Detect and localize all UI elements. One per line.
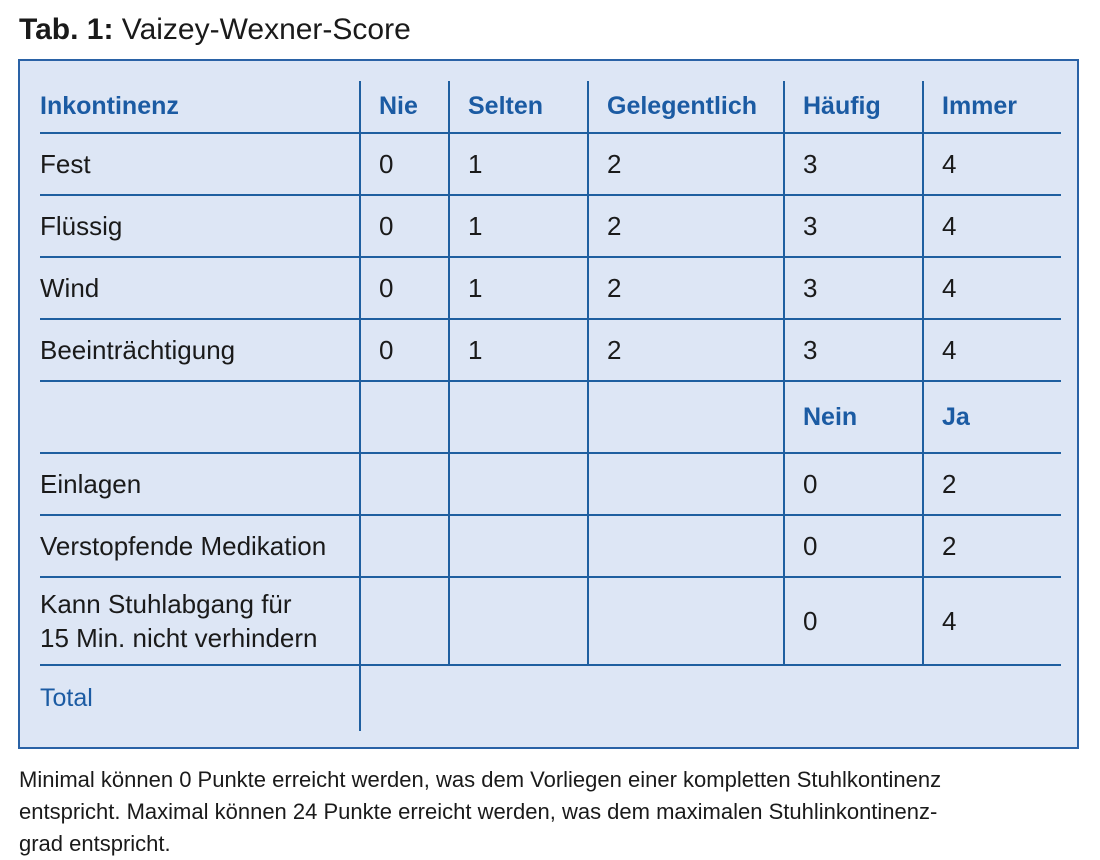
- total-row: [40, 665, 1061, 731]
- empty-cell: [449, 515, 588, 577]
- cell-value: 1: [449, 319, 588, 381]
- cell-value: 2: [588, 257, 784, 319]
- header-inkontinenz: Inkontinenz: [40, 81, 360, 133]
- table-row: [40, 515, 1061, 577]
- cell-value: 0: [360, 319, 449, 381]
- cell-value: 4: [923, 133, 1061, 195]
- subheader-row: [40, 381, 1061, 453]
- row-label-line1: Kann Stuhlabgang für: [40, 589, 292, 619]
- cell-value: 2: [588, 133, 784, 195]
- header-haeufig: Häufig: [784, 81, 923, 133]
- cell-value: 1: [449, 133, 588, 195]
- empty-cell: [40, 381, 360, 453]
- subheader-ja: Ja: [923, 381, 1061, 453]
- cell-value: 0: [360, 257, 449, 319]
- table-row: [40, 453, 1061, 515]
- table-row: [40, 577, 1061, 665]
- cell-value: 2: [923, 453, 1061, 515]
- row-label: Verstopfende Medikation: [40, 515, 360, 577]
- row-label: Wind: [40, 257, 360, 319]
- empty-cell: [360, 453, 449, 515]
- table-row: [40, 257, 1061, 319]
- row-label: Fest: [40, 133, 360, 195]
- cell-value: 0: [360, 195, 449, 257]
- table-footnote: [19, 764, 1089, 860]
- row-label: [40, 577, 360, 665]
- table-row: [40, 319, 1061, 381]
- header-immer: Immer: [923, 81, 1061, 133]
- vaizey-wexner-table: [40, 81, 1061, 731]
- cell-value: 4: [923, 319, 1061, 381]
- empty-cell: [449, 453, 588, 515]
- cell-value: 0: [784, 453, 923, 515]
- empty-cell: [588, 515, 784, 577]
- cell-value: 0: [360, 133, 449, 195]
- subheader-nein: Nein: [784, 381, 923, 453]
- empty-cell: [449, 577, 588, 665]
- total-value-cell: [360, 665, 1061, 731]
- cell-value: 1: [449, 257, 588, 319]
- cell-value: 3: [784, 257, 923, 319]
- cell-value: 4: [923, 257, 1061, 319]
- row-label: Einlagen: [40, 453, 360, 515]
- caption-title: Vaizey-Wexner-Score: [121, 13, 411, 46]
- header-selten: Selten: [449, 81, 588, 133]
- empty-cell: [360, 515, 449, 577]
- cell-value: 3: [784, 195, 923, 257]
- table-frame: [18, 59, 1079, 749]
- cell-value: 2: [588, 319, 784, 381]
- empty-cell: [360, 577, 449, 665]
- row-label: Flüssig: [40, 195, 360, 257]
- cell-value: 2: [923, 515, 1061, 577]
- header-gelegentlich: Gelegentlich: [588, 81, 784, 133]
- cell-value: 3: [784, 133, 923, 195]
- caption-label: Tab. 1:: [19, 13, 114, 46]
- footnote-line3: grad entspricht.: [19, 831, 171, 856]
- table-row: [40, 133, 1061, 195]
- empty-cell: [588, 381, 784, 453]
- cell-value: 2: [588, 195, 784, 257]
- cell-value: 0: [784, 515, 923, 577]
- row-label-line2: 15 Min. nicht verhindern: [40, 623, 318, 653]
- table-caption: [19, 12, 411, 48]
- cell-value: 0: [784, 577, 923, 665]
- cell-value: 4: [923, 577, 1061, 665]
- footnote-line2: entspricht. Maximal können 24 Punkte erreicht werden, was dem maximalen Stuhlinkontinenz-: [19, 799, 938, 824]
- header-row: [40, 81, 1061, 133]
- total-label: Total: [40, 684, 93, 712]
- header-nie: Nie: [360, 81, 449, 133]
- footnote-line1: Minimal können 0 Punkte erreicht werden, was dem Vorliegen einer kompletten Stuhlkontinenz: [19, 767, 942, 792]
- table-row: [40, 195, 1061, 257]
- empty-cell: [360, 381, 449, 453]
- empty-cell: [588, 453, 784, 515]
- empty-cell: [588, 577, 784, 665]
- row-label: Beeinträchtigung: [40, 319, 360, 381]
- cell-value: 3: [784, 319, 923, 381]
- cell-value: 1: [449, 195, 588, 257]
- empty-cell: [449, 381, 588, 453]
- cell-value: 4: [923, 195, 1061, 257]
